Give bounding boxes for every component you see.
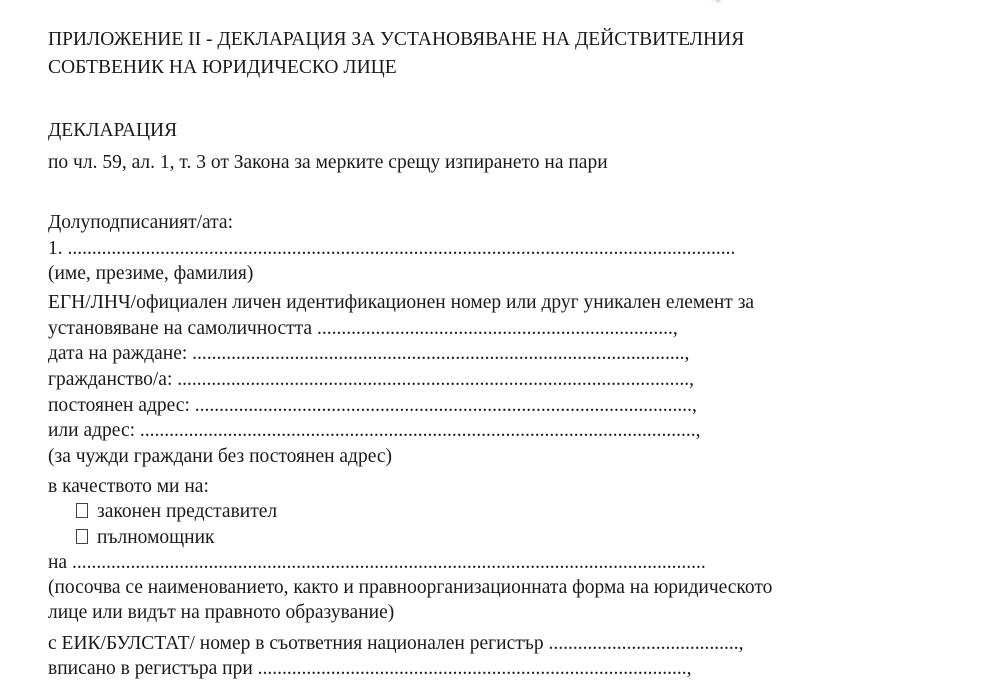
capacity-label: в качеството ми на:	[48, 476, 209, 497]
eik-field: с ЕИК/БУЛСТАТ/ номер в съответния национален регистър .......................................,	[48, 633, 744, 654]
citizenship-field: гражданство/а: .........................................................................................................,	[48, 369, 695, 390]
on-behalf-field: на ..................................................................................................................................	[48, 552, 706, 573]
option-proxy[interactable]	[76, 526, 215, 550]
address-hint: (за чужди граждани без постоянен адрес)	[48, 446, 393, 467]
entity-hint-line-2: лице или видът на правното образувание)	[48, 602, 395, 623]
declaration-document	[48, 0, 948, 684]
option-label: пълномощник	[97, 527, 215, 548]
option-label: законен представител	[97, 501, 278, 522]
permanent-address-field: постоянен адрес: ......................................................................................................,	[48, 395, 697, 416]
heading: ДЕКЛАРАЦИЯ	[48, 120, 178, 141]
name-field: 1. .........................................................................................................................................	[48, 238, 736, 259]
id-line-1: ЕГН/ЛНЧ/официален личен идентификационен номер или друг уникален елемент за	[48, 292, 755, 313]
or-address-field: или адрес: ..................................................................................................................,	[48, 420, 701, 441]
birth-date-field: дата на раждане: .....................................................................................................,	[48, 343, 690, 364]
registry-field: вписано в регистъра при ........................................................................................,	[48, 658, 692, 679]
id-line-2: установяване на самоличността .........................................................................,	[48, 318, 678, 339]
subheading: по чл. 59, ал. 1, т. 3 от Закона за мерките срещу изпирането на пари	[48, 152, 608, 173]
checkbox-icon[interactable]	[76, 503, 88, 518]
title-line-1: ПРИЛОЖЕНИЕ II - ДЕКЛАРАЦИЯ ЗА УСТАНОВЯВАНЕ НА ДЕЙСТВИТЕЛНИЯ	[48, 29, 745, 50]
option-legal-representative[interactable]	[76, 500, 277, 524]
title-line-2: СОБТВЕНИК НА ЮРИДИЧЕСКО ЛИЦЕ	[48, 57, 397, 78]
signatory-label: Долуподписаният/ата:	[48, 212, 234, 233]
checkbox-icon[interactable]	[76, 529, 88, 544]
name-field-hint: (име, презиме, фамилия)	[48, 263, 254, 284]
entity-hint-line-1: (посочва се наименованието, както и правноорганизационната форма на юридическото	[48, 577, 773, 598]
